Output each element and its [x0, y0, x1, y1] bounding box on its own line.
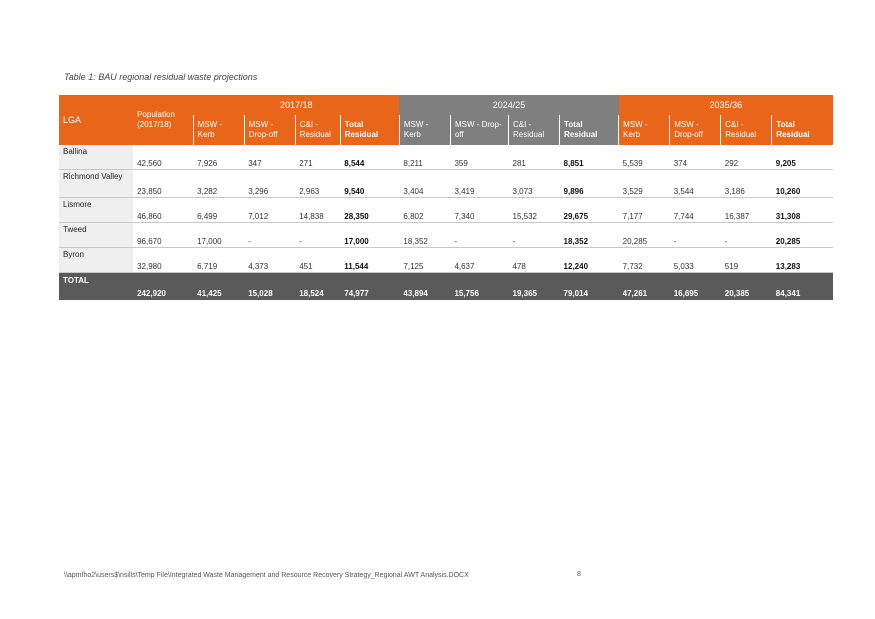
value-cell: 347: [244, 145, 295, 170]
lga-cell: Richmond Valley: [59, 170, 133, 198]
value-cell: 14,838: [295, 198, 340, 223]
value-cell: 7,926: [193, 145, 244, 170]
value-cell: 3,296: [244, 170, 295, 198]
value-cell: -: [450, 223, 508, 248]
value-cell: 18,524: [295, 273, 340, 301]
lga-header: LGA: [59, 95, 133, 145]
value-cell: 3,419: [450, 170, 508, 198]
sub-header-total-residual: Total Residual: [340, 115, 399, 145]
sub-header-msw-kerb: MSW - Kerb: [619, 115, 670, 145]
lga-cell: Tweed: [59, 223, 133, 248]
lga-cell: Byron: [59, 248, 133, 273]
value-cell: -: [509, 223, 560, 248]
value-cell: 47,261: [619, 273, 670, 301]
value-cell: 519: [721, 248, 772, 273]
total-residual-cell: 17,000: [340, 223, 399, 248]
value-cell: 359: [450, 145, 508, 170]
value-cell: 16,387: [721, 198, 772, 223]
sub-header-ci-residual: C&I - Residual: [295, 115, 340, 145]
value-cell: 8,211: [399, 145, 450, 170]
value-cell: 19,365: [509, 273, 560, 301]
table-row: [59, 198, 833, 223]
table-row: [59, 248, 833, 273]
value-cell: 15,028: [244, 273, 295, 301]
lga-cell: Ballina: [59, 145, 133, 170]
sub-header-ci-residual: C&I - Residual: [509, 115, 560, 145]
total-residual-cell: 9,205: [772, 145, 833, 170]
value-cell: -: [295, 223, 340, 248]
sub-header-total-residual: Total Residual: [560, 115, 619, 145]
value-cell: 7,012: [244, 198, 295, 223]
total-residual-cell: 20,285: [772, 223, 833, 248]
total-residual-cell: 9,896: [560, 170, 619, 198]
value-cell: 6,499: [193, 198, 244, 223]
value-cell: 18,352: [399, 223, 450, 248]
lga-cell: Lismore: [59, 198, 133, 223]
value-cell: 41,425: [193, 273, 244, 301]
total-residual-cell: 18,352: [560, 223, 619, 248]
total-residual-cell: 79,014: [560, 273, 619, 301]
value-cell: 17,000: [193, 223, 244, 248]
value-cell: 281: [509, 145, 560, 170]
value-cell: 451: [295, 248, 340, 273]
total-residual-cell: 9,540: [340, 170, 399, 198]
total-residual-cell: 29,675: [560, 198, 619, 223]
value-cell: 4,637: [450, 248, 508, 273]
value-cell: 4,373: [244, 248, 295, 273]
population-cell: 23,850: [133, 170, 193, 198]
value-cell: 478: [509, 248, 560, 273]
group-header-2024: 2024/25: [399, 95, 618, 115]
total-residual-cell: 13,283: [772, 248, 833, 273]
population-header: Population (2017/18): [133, 95, 193, 145]
value-cell: -: [721, 223, 772, 248]
total-residual-cell: 31,308: [772, 198, 833, 223]
value-cell: 3,282: [193, 170, 244, 198]
sub-header-msw-dropoff: MSW - Drop-off: [670, 115, 721, 145]
value-cell: 15,532: [509, 198, 560, 223]
population-cell: 96,670: [133, 223, 193, 248]
value-cell: 3,544: [670, 170, 721, 198]
value-cell: 7,125: [399, 248, 450, 273]
population-cell: 46,860: [133, 198, 193, 223]
sub-header-msw-kerb: MSW - Kerb: [399, 115, 450, 145]
value-cell: 374: [670, 145, 721, 170]
value-cell: 15,756: [450, 273, 508, 301]
value-cell: 7,340: [450, 198, 508, 223]
value-cell: 20,285: [619, 223, 670, 248]
total-residual-cell: 12,240: [560, 248, 619, 273]
value-cell: -: [670, 223, 721, 248]
group-header-2017: 2017/18: [193, 95, 399, 115]
footer-file-path: \\apmfho2\users$\nsills\Temp File\Integrated Waste Management and Resource Recovery Strategy_Regional AWT Analysis.DOCX: [64, 572, 469, 579]
lga-cell: TOTAL: [59, 273, 133, 301]
total-residual-cell: 84,341: [772, 273, 833, 301]
total-residual-cell: 10,260: [772, 170, 833, 198]
value-cell: 3,404: [399, 170, 450, 198]
sub-header-total-residual: Total Residual: [772, 115, 833, 145]
value-cell: 2,963: [295, 170, 340, 198]
sub-header-ci-residual: C&I - Residual: [721, 115, 772, 145]
group-header-2035: 2035/36: [619, 95, 833, 115]
total-residual-cell: 11,544: [340, 248, 399, 273]
population-cell: 42,560: [133, 145, 193, 170]
value-cell: 16,695: [670, 273, 721, 301]
total-residual-cell: 28,350: [340, 198, 399, 223]
value-cell: 6,802: [399, 198, 450, 223]
total-residual-cell: 8,544: [340, 145, 399, 170]
value-cell: 5,033: [670, 248, 721, 273]
table-row: [59, 170, 833, 198]
value-cell: 6,719: [193, 248, 244, 273]
value-cell: 3,186: [721, 170, 772, 198]
value-cell: 20,385: [721, 273, 772, 301]
population-cell: 32,980: [133, 248, 193, 273]
value-cell: -: [244, 223, 295, 248]
total-residual-cell: 74,977: [340, 273, 399, 301]
sub-header-msw-dropoff: MSW - Drop-off: [244, 115, 295, 145]
value-cell: 7,177: [619, 198, 670, 223]
sub-header-msw-dropoff: MSW - Drop-off: [450, 115, 508, 145]
total-residual-cell: 8,851: [560, 145, 619, 170]
total-row: [59, 273, 833, 301]
value-cell: 3,529: [619, 170, 670, 198]
value-cell: 7,732: [619, 248, 670, 273]
table-row: [59, 145, 833, 170]
page-number: 8: [577, 571, 581, 578]
value-cell: 271: [295, 145, 340, 170]
value-cell: 43,894: [399, 273, 450, 301]
population-cell: 242,920: [133, 273, 193, 301]
value-cell: 5,539: [619, 145, 670, 170]
sub-header-msw-kerb: MSW - Kerb: [193, 115, 244, 145]
table-body: [59, 145, 833, 300]
table-caption: Table 1: BAU regional residual waste projections: [64, 72, 258, 82]
waste-projection-table: [59, 95, 833, 300]
value-cell: 292: [721, 145, 772, 170]
table-row: [59, 223, 833, 248]
value-cell: 7,744: [670, 198, 721, 223]
value-cell: 3,073: [509, 170, 560, 198]
